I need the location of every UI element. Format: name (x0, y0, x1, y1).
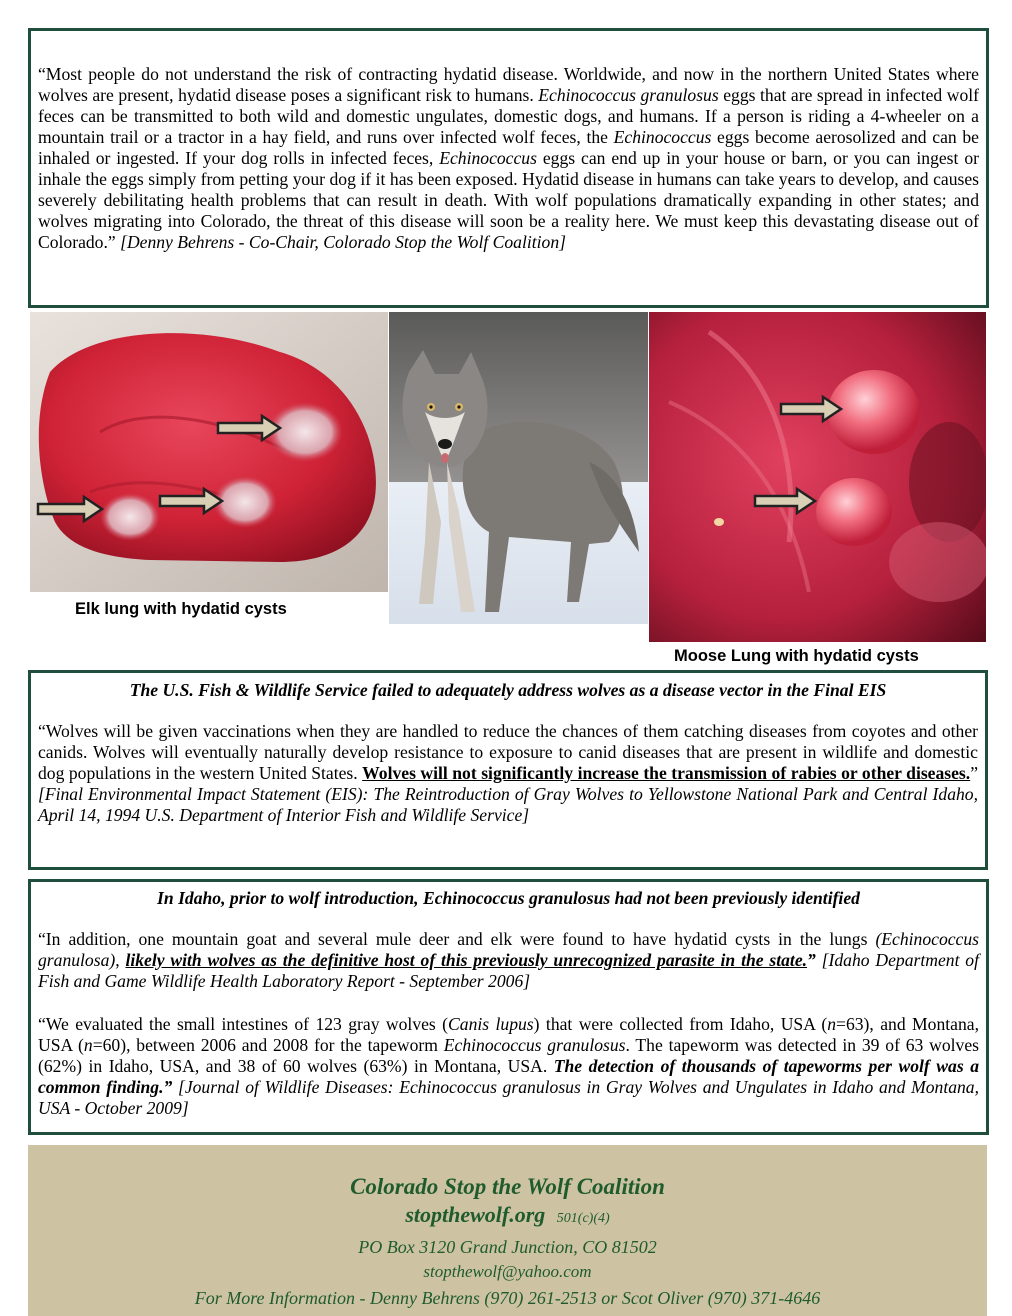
org-site-line (28, 1201, 987, 1233)
elk-caption: Elk lung with hydatid cysts (75, 600, 287, 618)
journal-quote: “We evaluated the small intestines of 123 gray wolves (Canis lupus) that were collected from Idaho, USA (n=63), and Montana, USA (n=60), between 2006 and 2008 for the tapeworm Echinococcus granulosus. The tapeworm was detected in 39 of 63 wolves (62%) in Idaho, USA, and 38 of 60 wolves (63%) in Montana, USA. The detection of thousands of tapeworms per wolf was a common finding.” [Journal of Wildlife Diseases: Echinococcus granulosus in Gray Wolves and Ungulates in Idaho and Montana, USA - October 2009] (38, 1014, 979, 1118)
tax-status: 501(c)(4) (556, 1211, 610, 1226)
behrens-quote-box (28, 28, 989, 308)
idaho-report-citation: [Idaho Department of Fish and Game Wildlife Health Laboratory Report - September 2006] (38, 950, 979, 991)
contact-info: For More Information - Denny Behrens (970) 261-2513 or Scot Oliver (970) 371-4646 (194, 1288, 821, 1308)
idaho-heading: In Idaho, prior to wolf introduction, Echinococcus granulosus had not been previously identified (157, 888, 860, 908)
fws-eis-box (28, 670, 988, 870)
moose-caption: Moose Lung with hydatid cysts (674, 647, 919, 665)
gray-wolf-image (389, 312, 648, 624)
idaho-box (28, 879, 989, 1135)
fws-heading: The U.S. Fish & Wildlife Service failed to adequately address wolves as a disease vector in the Final EIS (129, 680, 887, 700)
mailing-address: PO Box 3120 Grand Junction, CO 81502 (358, 1237, 657, 1257)
idaho-report-quote: “In addition, one mountain goat and several mule deer and elk were found to have hydatid cysts in the lungs (Echinococcus granulosa), likely with wolves as the definitive host of this previously unrecognized parasite in the state.” [Idaho Department of Fish and Game Wildlife Health Laboratory Report - September 2006] (38, 929, 979, 991)
email-link[interactable]: stopthewolf@yahoo.com (423, 1262, 592, 1281)
behrens-citation: [Denny Behrens - Co-Chair, Colorado Stop the Wolf Coalition] (120, 232, 566, 252)
footer (28, 1145, 987, 1316)
wolf-photo (389, 312, 648, 624)
fws-quote: “Wolves will be given vaccinations when they are handled to reduce the chances of them catching diseases from coyotes and other canids. Wolves will eventually naturally develop resistance to exposure to canid diseases that are present in wildlife and domestic dog populations in the western United States. Wolves will not significantly increase the transmission of rabies or other diseases.” [Final Environmental Impact Statement (EIS): The Reintroduction of Gray Wolves to Yellowstone National Park and Central Idaho, April 14, 1994 U.S. Department of Interior Fish and Wildlife Service] (38, 721, 978, 825)
elk-lung-photo (30, 312, 388, 592)
idaho-emphasis: likely with wolves as the definitive host of this previously unrecognized parasite in the state. (125, 950, 808, 970)
fws-emphasis: Wolves will not significantly increase the transmission of rabies or other diseases. (362, 763, 971, 783)
moose-lung-photo (649, 312, 986, 642)
website-link[interactable]: stopthewolf.org (405, 1202, 546, 1227)
behrens-quote: “Most people do not understand the risk of contracting hydatid disease. Worldwide, and now in the northern United States where wolves are present, hydatid disease poses a significant risk to humans. Echinococcus granulosus eggs that are spread in infected wolf feces can be transmitted to both wild and domestic ungulates, domestic dogs, and humans. If a person is riding a 4-wheeler on a mountain trail or a tractor in a hay field, and runs over infected wolf feces, the Echinococcus eggs become aerosolized and can be inhaled or ingested. If your dog rolls in infected feces, Echinococcus eggs can end up in your house or barn, or you can ingest or inhale the eggs simply from petting your dog if it has been exposed. Hydatid disease in humans can take years to develop, and causes severely debilitating health problems that can result in death. With wolf populations dramatically expanding in other states; and wolves migrating into Colorado, the threat of this disease will soon be a reality here. We must keep this devastating disease out of Colorado.” [Denny Behrens - Co-Chair, Colorado Stop the Wolf Coalition] (38, 64, 979, 252)
journal-emphasis: The detection of thousands of tapeworms per wolf was a common finding.” (38, 1056, 979, 1097)
moose-lung-image (649, 312, 986, 642)
org-name: Colorado Stop the Wolf Coalition (350, 1174, 665, 1199)
journal-citation: [Journal of Wildlife Diseases: Echinococcus granulosus in Gray Wolves and Ungulates in Idaho and Montana, USA - October 2009] (38, 1077, 979, 1118)
fws-citation: [Final Environmental Impact Statement (EIS): The Reintroduction of Gray Wolves to Yellowstone National Park and Central Idaho, April 14, 1994 U.S. Department of Interior Fish and Wildlife Service] (38, 784, 978, 825)
elk-lung-image (30, 312, 388, 592)
